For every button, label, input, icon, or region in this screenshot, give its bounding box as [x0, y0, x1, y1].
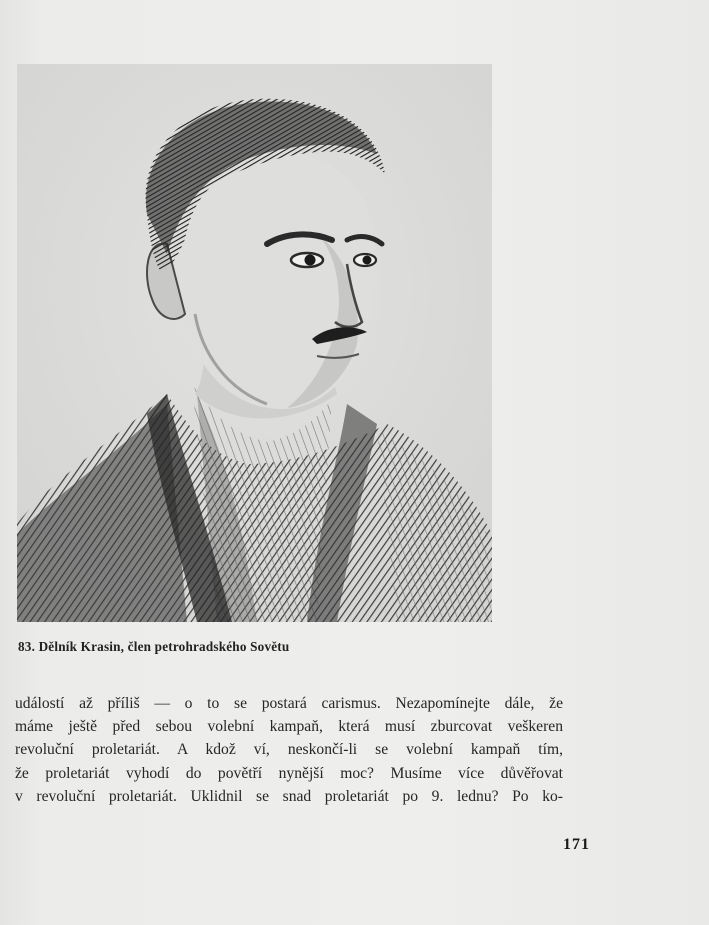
page-number: 171	[563, 836, 590, 853]
text-line: že proletariát vyhodí do povětří nynější moc? Musíme více důvěřovat	[15, 764, 563, 782]
text-line: máme ještě před sebou volební kampaň, která musí zburcovat veškeren	[15, 718, 563, 736]
text-line: revoluční proletariát. A kdož ví, neskončí-li se volební kampaň tím,	[15, 741, 563, 759]
text-line: v revoluční proletariát. Uklidnil se snad proletariát po 9. lednu? Po ko-	[15, 787, 563, 805]
body-paragraph	[15, 692, 563, 808]
pencil-portrait-image	[17, 64, 492, 622]
portrait-illustration	[17, 64, 492, 622]
figure-caption: 83. Dělník Krasin, člen petrohradského Sovětu	[18, 639, 290, 654]
text-line: událostí až příliš — o to se postará carismus. Nezapomínejte dále, že	[15, 695, 563, 712]
